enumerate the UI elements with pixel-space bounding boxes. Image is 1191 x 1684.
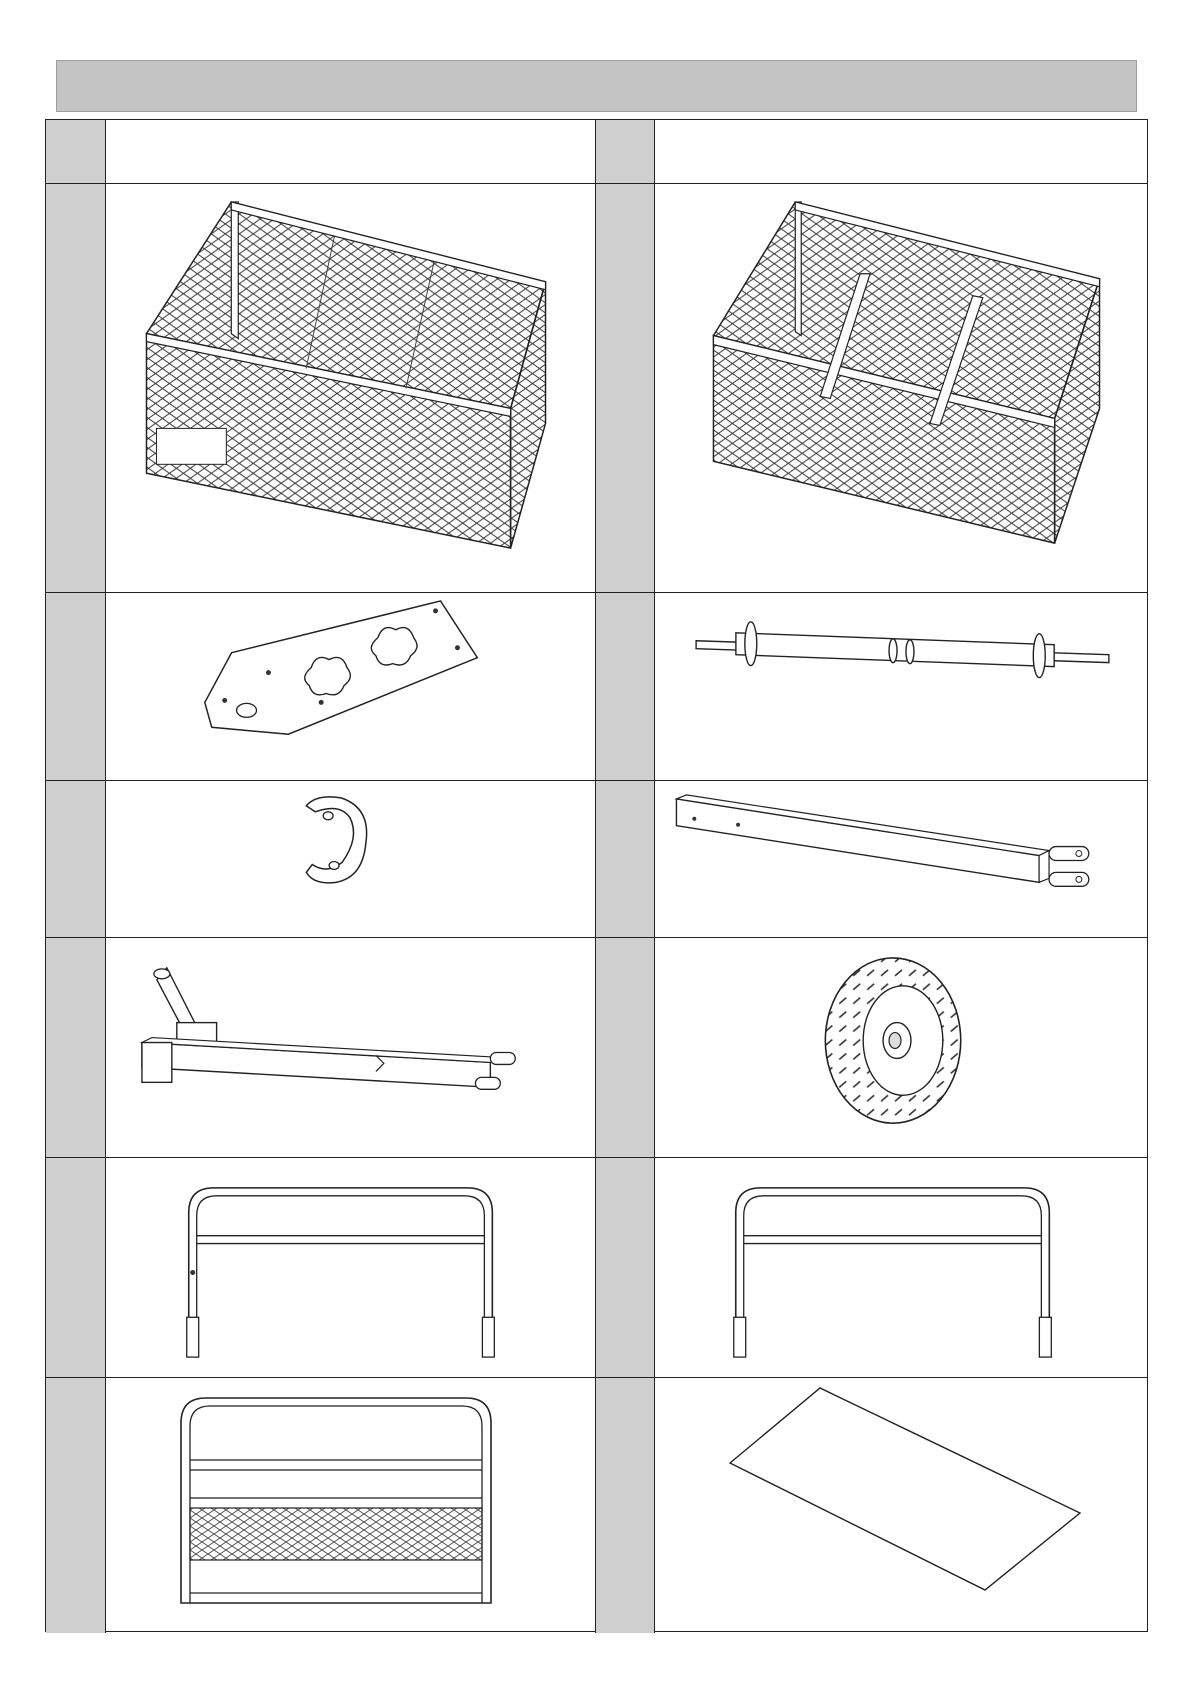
mesh-basket-icon	[106, 184, 595, 592]
table-row	[46, 184, 1147, 593]
header-no-cell-right	[595, 120, 655, 183]
part-number-cell	[595, 1378, 655, 1633]
part-number-cell	[46, 1158, 106, 1377]
part-image-cell	[106, 593, 595, 780]
part-image-cell	[655, 1378, 1147, 1633]
part-number-cell	[595, 938, 655, 1157]
header-description-cell-right	[655, 120, 1147, 183]
table-header-row	[46, 120, 1147, 184]
table-row	[46, 593, 1147, 781]
rear-gate-icon	[106, 1378, 595, 1633]
parts-table	[45, 119, 1148, 1632]
part-image-cell	[106, 938, 595, 1157]
part-image-cell	[655, 1158, 1147, 1377]
part-number-cell	[595, 1158, 655, 1377]
part-image-cell	[106, 1378, 595, 1633]
part-number-cell	[46, 938, 106, 1157]
axle-icon	[655, 593, 1147, 780]
mesh-basket-divided-icon	[655, 184, 1147, 592]
part-number-cell	[46, 593, 106, 780]
part-number-cell	[46, 184, 106, 592]
part-number-cell	[595, 781, 655, 937]
floor-sheet-icon	[655, 1378, 1147, 1633]
table-row	[46, 781, 1147, 938]
table-row	[46, 938, 1147, 1158]
part-number-cell	[46, 1378, 106, 1633]
square-tube-bar-icon	[655, 781, 1147, 937]
header-no-cell-left	[46, 120, 106, 183]
part-image-cell	[655, 938, 1147, 1157]
side-rail-icon	[106, 1158, 595, 1377]
header-description-cell-left	[106, 120, 595, 183]
mounting-plate-icon	[106, 593, 595, 780]
part-image-cell	[106, 184, 595, 592]
section-header-bar	[56, 60, 1137, 112]
part-number-cell	[46, 781, 106, 937]
part-image-cell	[106, 1158, 595, 1377]
table-row	[46, 1158, 1147, 1378]
wheel-icon	[655, 938, 1147, 1157]
u-clamp-icon	[106, 781, 595, 937]
part-image-cell	[655, 184, 1147, 592]
part-image-cell	[106, 781, 595, 937]
tow-handle-icon	[106, 938, 595, 1157]
table-row	[46, 1378, 1147, 1633]
part-image-cell	[655, 593, 1147, 780]
side-rail-icon	[655, 1158, 1147, 1377]
part-number-cell	[595, 184, 655, 592]
part-number-cell	[595, 593, 655, 780]
part-image-cell	[655, 781, 1147, 937]
